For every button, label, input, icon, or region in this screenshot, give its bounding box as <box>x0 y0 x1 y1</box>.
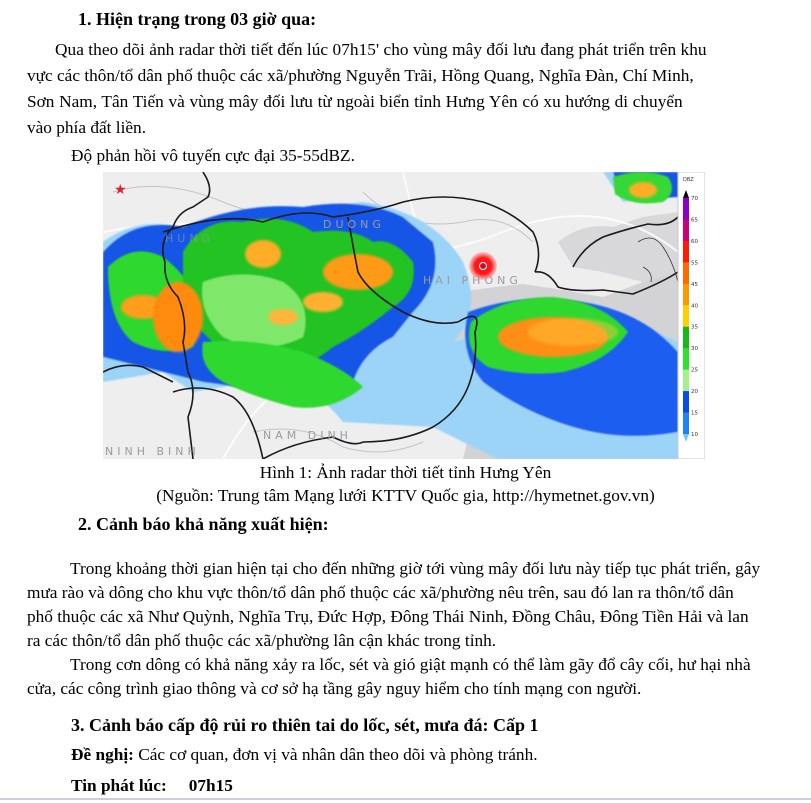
legend-color-segment <box>683 305 689 327</box>
echo-40dbz <box>303 292 343 312</box>
legend-tick-label: 30 <box>691 346 698 353</box>
legend-color-segment <box>683 241 689 263</box>
legend-tick-label: 60 <box>691 238 698 245</box>
echo-40dbz <box>153 282 203 352</box>
issued-time: 07h15 <box>188 776 233 795</box>
paragraph-line: mưa rào và dông cho khu vực thôn/tổ dân phố thuộc các xã/phường nêu trên, sau đó lan ra thôn/tổ dân <box>27 583 734 602</box>
legend-tick-label: 10 <box>691 432 698 438</box>
legend-tick-label: 70 <box>691 196 698 202</box>
paragraph-line: vực các thôn/tổ dân phố thuộc các xã/phường Nguyễn Trãi, Hồng Quang, Nghĩa Đàn, Chí Minh, <box>27 66 694 85</box>
legend-tick-label: 20 <box>691 389 698 396</box>
recommendation-text: Các cơ quan, đơn vị và nhân dân theo dõi và phòng tránh. <box>133 745 538 764</box>
legend-color-segment <box>683 198 689 220</box>
map-label-nam-dinh: NAM DINH <box>263 429 352 442</box>
paragraph-line: Trong cơn dông có khả năng xảy ra lốc, sét và gió giật mạnh có thể làm gãy đổ cây cối, hư hại nhà <box>70 655 751 674</box>
legend-color-segment <box>683 327 689 349</box>
dbz-legend <box>678 172 705 459</box>
legend-color-segment <box>683 284 689 306</box>
section-2-heading: 2. Cảnh báo khả năng xuất hiện: <box>78 514 329 534</box>
section-1-heading: 1. Hiện trạng trong 03 giờ qua: <box>78 9 317 29</box>
echo-35dbz <box>528 318 618 346</box>
issued-time-row <box>71 776 233 796</box>
paragraph-line: Sơn Nam, Tân Tiến và vùng mây đối lưu từ ngoài biển tỉnh Hưng Yên có xu hướng di chuyển <box>27 92 683 111</box>
issued-label: Tin phát lúc: <box>71 776 167 795</box>
figure-source: (Nguồn: Trung tâm Mạng lưới KTTV Quốc gia, http://hymetnet.gov.vn) <box>156 486 655 505</box>
paragraph-line: Trong khoảng thời gian hiện tại cho đến những giờ tới vùng mây đối lưu này tiếp tục phát triển, gây <box>70 559 761 578</box>
legend-tick-label: 40 <box>691 303 698 310</box>
map-label-hai-phong: HAI PHONG <box>423 274 522 287</box>
recommendation-label: Đề nghị: <box>71 745 134 764</box>
legend-tick-label: 55 <box>691 260 698 267</box>
legend-color-segment <box>683 348 689 370</box>
legend-color-segment <box>683 219 689 241</box>
legend-color-segment <box>683 413 689 435</box>
paragraph-line: vào phía đất liền. <box>27 118 147 137</box>
map-label-ninh-binh: NINH BINH <box>105 445 200 458</box>
legend-tick-label: 65 <box>691 217 698 224</box>
radar-image <box>103 172 705 459</box>
section-3-heading: 3. Cảnh báo cấp độ rủi ro thiên tai do lốc, sét, mưa đá: Cấp 1 <box>71 715 539 735</box>
legend-tick-label: 45 <box>691 281 698 288</box>
echo-40dbz <box>245 240 281 268</box>
legend-color-segment <box>683 391 689 413</box>
echo-40dbz <box>629 182 657 198</box>
figure-caption: Hình 1: Ảnh radar thời tiết tỉnh Hưng Yên <box>259 463 552 482</box>
legend-color-segment <box>683 370 689 392</box>
paragraph-line: ra các thôn/tổ dân phố thuộc các xã/phường lân cận khác trong tỉnh. <box>27 631 497 650</box>
paragraph-line: Qua theo dõi ảnh radar thời tiết đến lúc 07h15' cho vùng mây đối lưu đang phát triển trên khu <box>55 40 707 59</box>
reflectivity-text: Độ phản hồi vô tuyến cực đại 35-55dBZ. <box>71 146 355 165</box>
legend-tick-label: 25 <box>691 367 698 374</box>
map-label-hung-yen: HUNG <box>165 232 215 245</box>
hotspot-center <box>480 263 487 270</box>
legend-tick-label: 35 <box>691 324 698 331</box>
legend-unit: DBZ <box>683 177 694 183</box>
paragraph-line: phố thuộc các xã Như Quỳnh, Nghĩa Trụ, Đức Hợp, Đông Thái Ninh, Đồng Châu, Đông Tiền Hải và lan <box>27 607 749 626</box>
legend-color-segment <box>683 262 689 284</box>
echo-40dbz <box>268 309 298 325</box>
map-label-hai-duong: DUONG <box>323 218 385 231</box>
recommendation <box>71 745 538 765</box>
location-star-icon: ★ <box>114 183 127 198</box>
legend-tick-label: 15 <box>691 410 698 417</box>
paragraph-line: cửa, các công trình giao thông và cơ sở hạ tầng gây nguy hiểm cho tính mạng con người. <box>27 679 642 698</box>
page-bottom-rule <box>0 798 811 800</box>
